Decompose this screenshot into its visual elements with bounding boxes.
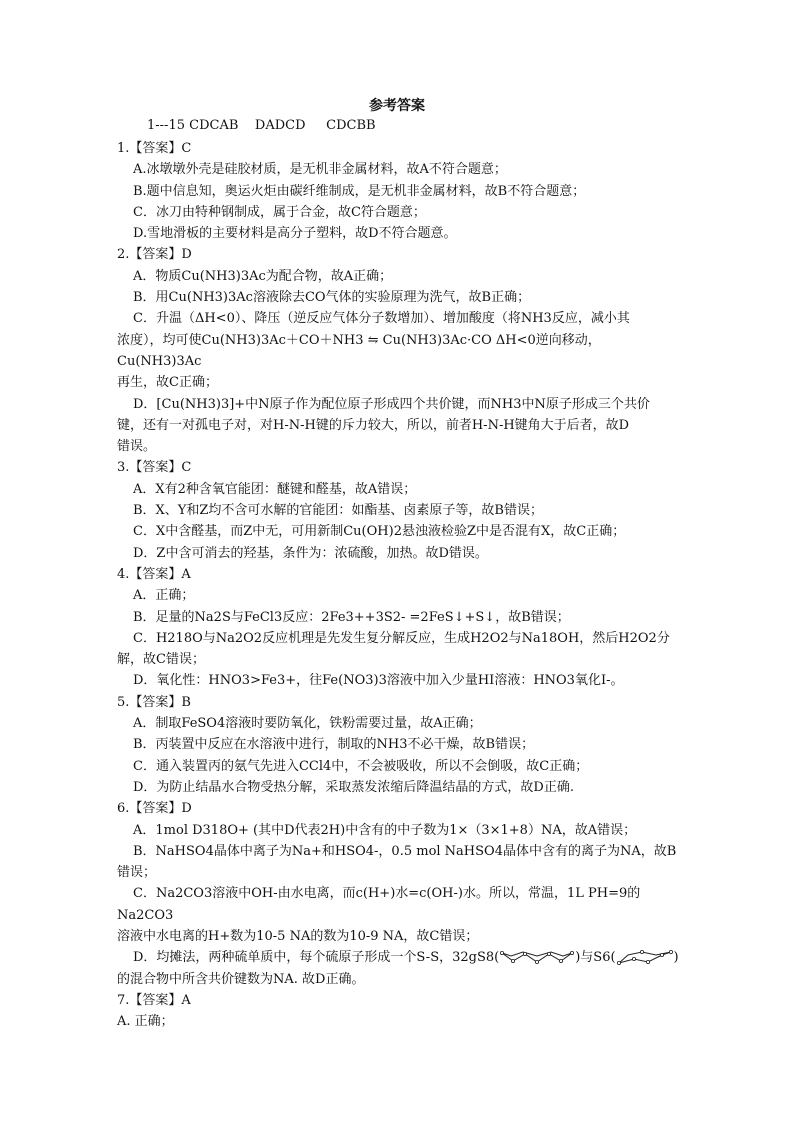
- answer-5-c: C．通入装置丙的氨气先进入CCl4中，不会被吸收，所以不会倒吸，故C正确；: [133, 758, 589, 774]
- answer-3-b: B．X、Y和Z均不含可水解的官能团：如酯基、卤素原子等，故B错误；: [133, 503, 543, 519]
- answer-1: [117, 138, 683, 244]
- answer-3-head: 3.【答案】C: [117, 460, 192, 476]
- answer-4-head: 4.【答案】A: [117, 566, 191, 582]
- answer-1-c: C．冰刀由特种钢制成，属于合金，故C符合题意；: [133, 204, 426, 220]
- answer-5-a: A．制取FeSO4溶液时要防氧化，铁粉需要过量，故A正确；: [133, 716, 482, 732]
- answer-4-a: A．正确；: [133, 588, 195, 604]
- answer-6-d1: [117, 947, 683, 968]
- answer-1-a: A.冰墩墩外壳是硅胶材质，是无机非金属材料，故A不符合题意；: [133, 162, 507, 178]
- answer-4-c2: 解，故C错误；: [117, 652, 205, 668]
- answer-2-c2: 浓度），均可使Cu(NH3)3Ac＋CO＋NH3 ⇋ Cu(NH3)3Ac·CO ΔH<0逆向移动，Cu(NH3)3Ac: [117, 332, 601, 369]
- answer-5: [117, 692, 683, 798]
- answer-2-head: 2.【答案】D: [117, 247, 192, 263]
- answer-6-b2: 错误；: [117, 865, 157, 881]
- answer-3-d: D．Z中含可消去的羟基，条件为：浓硫酸，加热。故D错误。: [133, 545, 488, 561]
- answer-3: [117, 457, 683, 563]
- answer-5-d: D．为防止结晶水合物受热分解，采取蒸发浓缩后降温结晶的方式，故D正确.: [133, 779, 574, 795]
- answer-2-c1: C．升温（ΔH<0）、降压（逆反应气体分子数增加）、增加酸度（将NH3反应，减小其: [133, 311, 630, 327]
- answer-6-d1-text-b: )与S6(: [575, 950, 616, 966]
- answer-4-c1: C．H218O与Na2O2反应机理是先发生复分解反应，生成H2O2与Na18OH，然后H2O2分: [133, 630, 670, 646]
- answer-2: [117, 244, 683, 457]
- answer-7-a: A. 正确；: [117, 1014, 174, 1030]
- answer-6-d1-text-c: ): [673, 950, 679, 966]
- answer-6-d2: 的混合物中所含共价键数为NA. 故D正确。: [117, 971, 365, 987]
- answer-3-c: C．X中含醛基，而Z中无，可用新制Cu(OH)2悬浊液检验Z中是否混有X，故C正确；: [133, 524, 626, 540]
- answer-6-d1-text-a: D．均摊法，两种硫单质中，每个硫原子形成一个S-S，32gS8(: [133, 950, 500, 966]
- answer-6-a: A．1mol D318O+ (其中D代表2H)中含有的中子数为1×（3×1+8）NA，故A错误；: [133, 822, 637, 838]
- answer-2-c3: 再生，故C正确；: [117, 375, 218, 391]
- answer-6-b1: B．NaHSO4晶体中离子为Na+和HSO4-，0.5 mol NaHSO4晶体中含有的离子为NA，故B: [133, 843, 677, 859]
- answer-4: [117, 564, 683, 692]
- answer-2-d1: D．[Cu(NH3)3]+中N原子作为配位原子形成四个共价键，而NH3中N原子形成三个共价: [133, 396, 650, 412]
- answer-6-c2: 溶液中水电离的H+数为10-5 NA的数为10-9 NA，故C错误；: [117, 928, 479, 944]
- answer-2-a: A．物质Cu(NH3)3Ac为配合物，故A正确；: [133, 268, 393, 284]
- answer-7: [117, 990, 683, 1033]
- answer-5-head: 5.【答案】B: [117, 694, 191, 710]
- answer-content: [117, 138, 683, 1032]
- s6-ring-structure-icon: [616, 949, 674, 967]
- answer-2-d2: 键，还有一对孤电子对，对H-N-H键的斥力较大，所以，前者H-N-H键角大于后者，故D: [117, 417, 630, 433]
- answer-6: [117, 798, 683, 990]
- answer-3-a: A．X有2种含氧官能团：醚键和醛基，故A错误；: [133, 481, 417, 497]
- answer-key-line: 1---15 CDCAB DADCD CDCBB: [147, 118, 376, 133]
- answer-2-b: B．用Cu(NH3)3Ac溶液除去CO气体的实验原理为洗气，故B正确；: [133, 290, 531, 306]
- answer-2-d3: 错误。: [117, 439, 157, 455]
- answer-7-head: 7.【答案】A: [117, 992, 191, 1008]
- answer-6-c1: C．Na2CO3溶液中OH-由水电离，而c(H+)水=c(OH-)水。所以，常温，1L PH=9的Na2CO3: [117, 886, 641, 923]
- answer-5-b: B．丙装置中反应在水溶液中进行，制取的NH3不必干燥，故B错误；: [133, 737, 535, 753]
- answer-1-d: D.雪地滑板的主要材料是高分子塑料，故D不符合题意。: [133, 226, 457, 242]
- s8-ring-structure-icon: [499, 949, 575, 967]
- answer-1-head: 1.【答案】C: [117, 141, 192, 156]
- answer-6-head: 6.【答案】D: [117, 801, 192, 817]
- answer-4-b: B．足量的Na2S与FeCl3反应：2Fe3++3S2- =2FeS↓+S↓，故B错误；: [133, 609, 570, 625]
- answer-1-b: B.题中信息知，奥运火炬由碳纤维制成，是无机非金属材料，故B不符合题意；: [133, 183, 586, 199]
- answer-4-d: D．氧化性：HNO3>Fe3+，往Fe(NO3)3溶液中加入少量HI溶液：HNO3氧化I-。: [133, 673, 624, 689]
- page-title: 参考答案: [369, 98, 425, 114]
